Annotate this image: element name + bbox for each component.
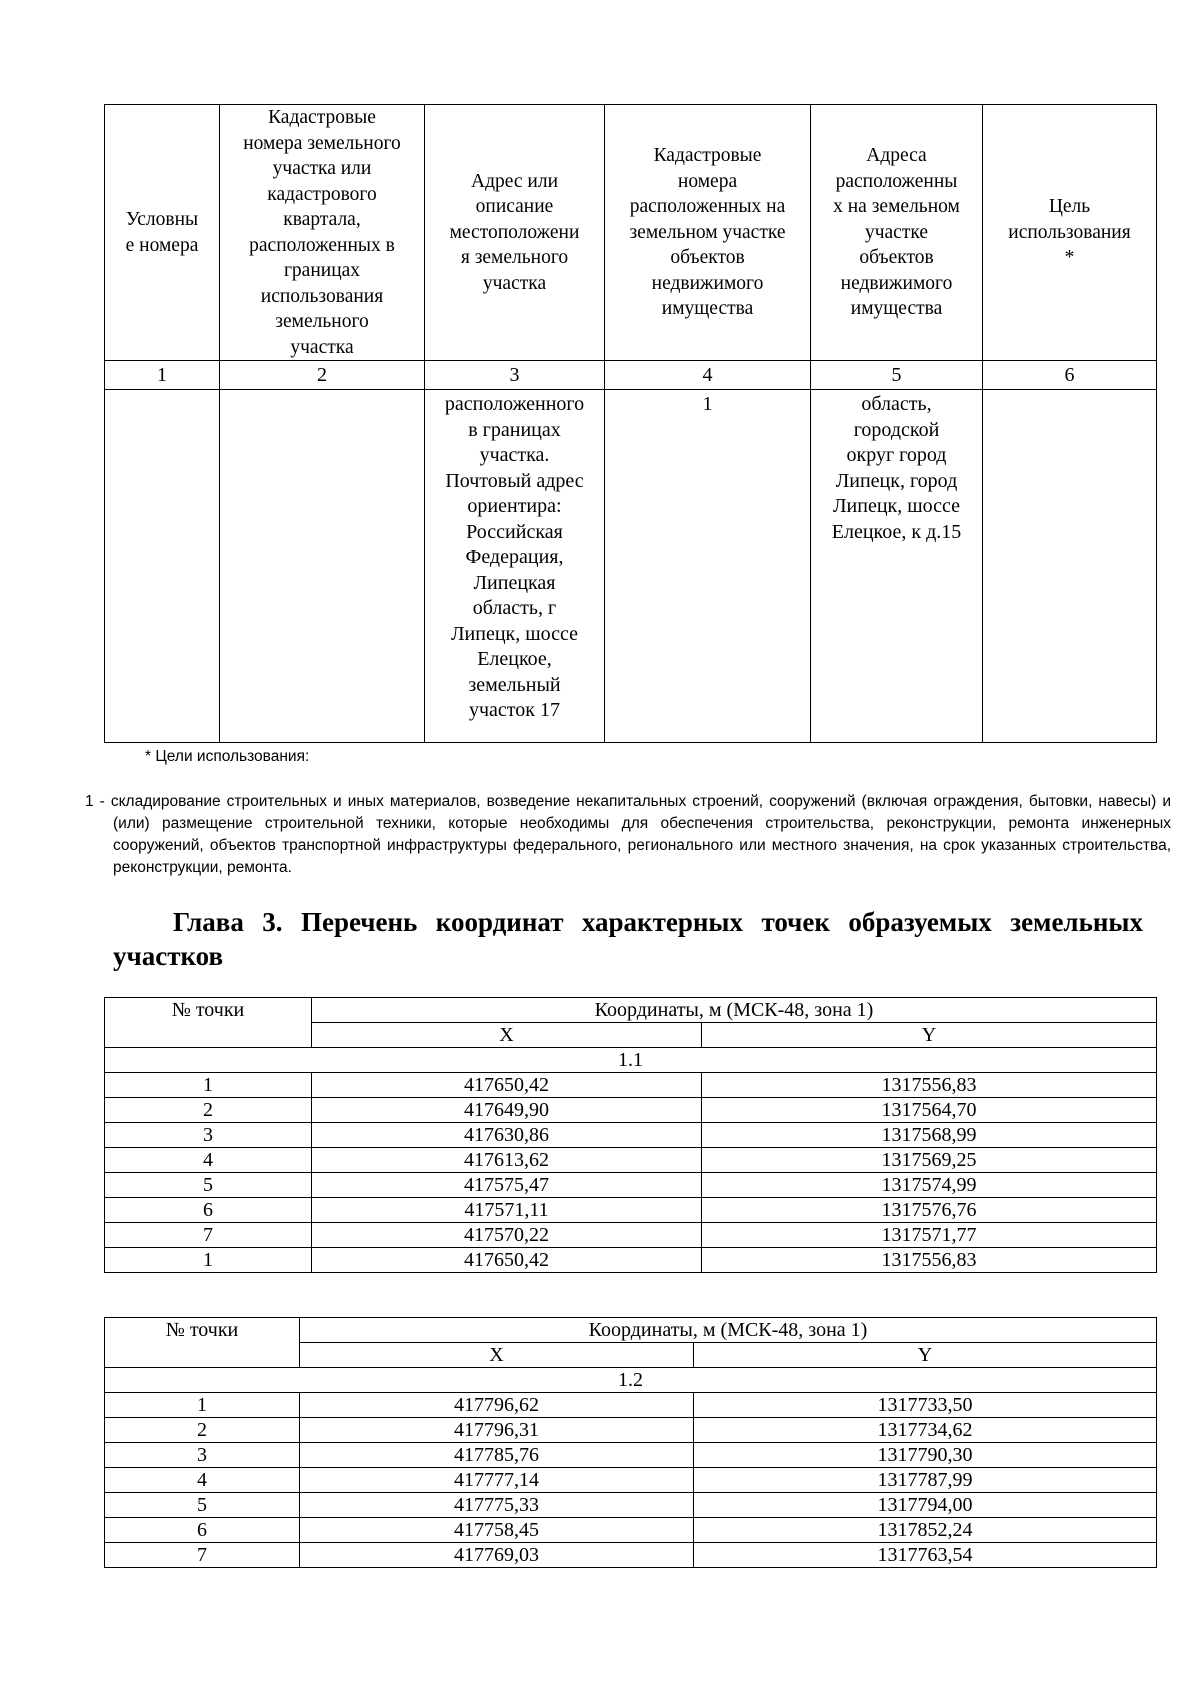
x-header: X (300, 1343, 694, 1368)
usage-table (104, 104, 1157, 743)
header-cadastral-numbers: Кадастровые номера земельного участка или кадастрового квартала, расположенных в границах использования земельного участка (220, 105, 425, 361)
point-number: 5 (105, 1173, 312, 1198)
column-number: 2 (220, 361, 425, 390)
footnote-body: 1 - складирование строительных и иных материалов, возведение некапитальных строений, сооружений (включая ограждения, бытовки, навесы) и (или) размещение строительной техники, которые необходимы для обеспечения строительства, реконструкции, ремонта инженерных сооружений, объектов транспортной инфраструктуры федерального, регионального или местного значения, на срок указанных строительства, реконструкции, ремонта. (85, 793, 1171, 876)
x-coordinate: 417785,76 (300, 1443, 694, 1468)
y-coordinate: 1317733,50 (694, 1393, 1157, 1418)
table-row (105, 1518, 1157, 1543)
y-coordinate: 1317556,83 (702, 1073, 1157, 1098)
point-number: 5 (105, 1493, 300, 1518)
section-label: 1.1 (105, 1048, 1157, 1073)
coordinates-header: Координаты, м (МСК-48, зона 1) (312, 998, 1157, 1023)
table-row (105, 1098, 1157, 1123)
y-header: Y (702, 1023, 1157, 1048)
point-number: 1 (105, 1248, 312, 1273)
x-coordinate: 417796,31 (300, 1418, 694, 1443)
coords-rows (105, 1073, 1157, 1273)
x-coordinate: 417769,03 (300, 1543, 694, 1568)
x-coordinate: 417570,22 (312, 1223, 702, 1248)
y-coordinate: 1317576,76 (702, 1198, 1157, 1223)
x-header: X (312, 1023, 702, 1048)
coords-header-row (105, 998, 1157, 1023)
cell-conditional-number (105, 390, 220, 743)
point-number: 6 (105, 1198, 312, 1223)
y-header: Y (694, 1343, 1157, 1368)
header-conditional-numbers: Условны е номера (105, 105, 220, 361)
header-address: Адрес или описание местоположени я земельного участка (425, 105, 605, 361)
y-coordinate: 1317556,83 (702, 1248, 1157, 1273)
footnote-title: * Цели использования: (145, 748, 310, 765)
y-coordinate: 1317734,62 (694, 1418, 1157, 1443)
y-coordinate: 1317574,99 (702, 1173, 1157, 1198)
point-number-header: № точки (105, 1318, 300, 1368)
cell-object-address: область, городской округ город Липецк, город Липецк, шоссе Елецкое, к д.15 (811, 390, 983, 743)
x-coordinate: 417775,33 (300, 1493, 694, 1518)
y-coordinate: 1317794,00 (694, 1493, 1157, 1518)
x-coordinate: 417777,14 (300, 1468, 694, 1493)
x-coordinate: 417575,47 (312, 1173, 702, 1198)
coords-rows (105, 1393, 1157, 1568)
section-label: 1.2 (105, 1368, 1157, 1393)
usage-table-row (105, 390, 1157, 743)
usage-table-column-numbers (105, 361, 1157, 390)
coordinates-table (104, 997, 1157, 1273)
point-number: 7 (105, 1223, 312, 1248)
header-object-addresses: Адреса расположенны х на земельном участке объектов недвижимого имущества (811, 105, 983, 361)
cell-object-cadastral-number: 1 (605, 390, 811, 743)
section-row (105, 1368, 1157, 1393)
point-number: 4 (105, 1468, 300, 1493)
table-row (105, 1493, 1157, 1518)
cell-cadastral-number (220, 390, 425, 743)
x-coordinate: 417758,45 (300, 1518, 694, 1543)
point-number: 4 (105, 1148, 312, 1173)
coordinates-header: Координаты, м (МСК-48, зона 1) (300, 1318, 1157, 1343)
y-coordinate: 1317763,54 (694, 1543, 1157, 1568)
point-number: 3 (105, 1123, 312, 1148)
table-row (105, 1148, 1157, 1173)
y-coordinate: 1317568,99 (702, 1123, 1157, 1148)
table-row (105, 1123, 1157, 1148)
header-object-cadastral-numbers: Кадастровые номера расположенных на земельном участке объектов недвижимого имущества (605, 105, 811, 361)
table-row (105, 1198, 1157, 1223)
cell-usage-purpose (983, 390, 1157, 743)
y-coordinate: 1317790,30 (694, 1443, 1157, 1468)
point-number: 7 (105, 1543, 300, 1568)
x-coordinate: 417613,62 (312, 1148, 702, 1173)
coordinates-table (104, 1317, 1157, 1568)
column-number: 5 (811, 361, 983, 390)
point-number: 1 (105, 1073, 312, 1098)
column-number: 4 (605, 361, 811, 390)
table-row (105, 1223, 1157, 1248)
table-row (105, 1418, 1157, 1443)
y-coordinate: 1317569,25 (702, 1148, 1157, 1173)
usage-table-header-row (105, 105, 1157, 361)
chapter-title: Глава 3. Перечень координат характерных точек образуемых земельных участков (113, 907, 1143, 971)
point-number: 2 (105, 1418, 300, 1443)
x-coordinate: 417796,62 (300, 1393, 694, 1418)
column-number: 1 (105, 361, 220, 390)
x-coordinate: 417650,42 (312, 1248, 702, 1273)
section-row (105, 1048, 1157, 1073)
column-number: 6 (983, 361, 1157, 390)
table-row (105, 1543, 1157, 1568)
table-row (105, 1173, 1157, 1198)
y-coordinate: 1317787,99 (694, 1468, 1157, 1493)
header-usage-purpose: Цель использования * (983, 105, 1157, 361)
table-row (105, 1393, 1157, 1418)
y-coordinate: 1317571,77 (702, 1223, 1157, 1248)
x-coordinate: 417649,90 (312, 1098, 702, 1123)
point-number: 2 (105, 1098, 312, 1123)
point-number: 1 (105, 1393, 300, 1418)
x-coordinate: 417571,11 (312, 1198, 702, 1223)
x-coordinate: 417650,42 (312, 1073, 702, 1098)
x-coordinate: 417630,86 (312, 1123, 702, 1148)
column-number: 3 (425, 361, 605, 390)
point-number-header: № точки (105, 998, 312, 1048)
point-number: 6 (105, 1518, 300, 1543)
y-coordinate: 1317852,24 (694, 1518, 1157, 1543)
coords-header-row (105, 1318, 1157, 1343)
table-row (105, 1468, 1157, 1493)
point-number: 3 (105, 1443, 300, 1468)
y-coordinate: 1317564,70 (702, 1098, 1157, 1123)
cell-address: расположенного в границах участка. Почтовый адрес ориентира: Российская Федерация, Липецкая область, г Липецк, шоссе Елецкое, земельный участок 17 (425, 390, 605, 743)
table-row (105, 1073, 1157, 1098)
table-row (105, 1443, 1157, 1468)
table-row (105, 1248, 1157, 1273)
